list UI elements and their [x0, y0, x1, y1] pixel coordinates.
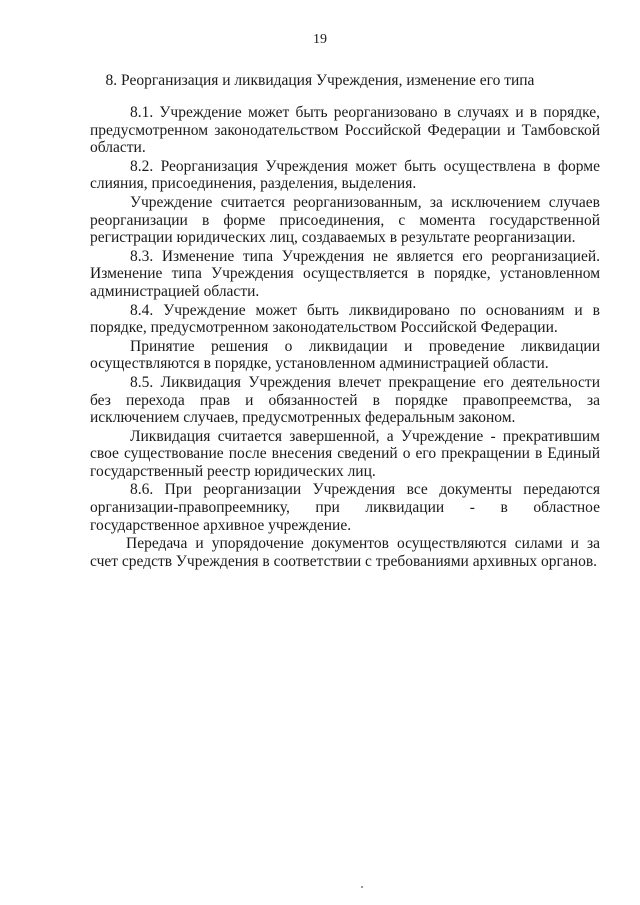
page-number: 19: [313, 32, 327, 47]
paragraph-8-1: 8.1. Учреждение может быть реорганизовано в случаях и в порядке, предусмотренном законодательством Российской Федерации и Тамбовской области.: [90, 104, 600, 157]
paragraph-8-4-liquidation-decision: Принятие решения о ликвидации и проведение ликвидации осуществляются в порядке, установленном администрацией области.: [90, 337, 600, 373]
paragraph-8-6-documents-transfer: Передача и упорядочение документов осуществляются силами и за счет средств Учреждения в соответствии с требованиями архивных органов.: [90, 535, 600, 570]
paragraph-8-6: 8.6. При реорганизации Учреждения все документы передаются организации-правопреемнику, при ликвидации - в областное государственное архивное учреждение.: [90, 481, 600, 534]
scan-dot: [361, 886, 363, 888]
section-title: 8. Реорганизация и ликвидация Учреждения, изменение его типа: [105, 72, 535, 89]
document-body: [90, 104, 600, 571]
paragraph-8-4: 8.4. Учреждение может быть ликвидировано по основаниям и в порядке, предусмотренном законодательством Российской Федерации.: [90, 301, 600, 337]
paragraph-8-5: 8.5. Ликвидация Учреждения влечет прекращение его деятельности без перехода прав и обязанностей в порядке правопреемства, за исключением случаев, предусмотренных федеральным законом.: [90, 373, 600, 427]
paragraph-8-5-liquidation-complete: Ликвидация считается завершенной, а Учреждение - прекратившим свое существование после внесения сведений о его прекращении в Единый государственный реестр юридических лиц.: [90, 427, 600, 480]
paragraph-8-2: 8.2. Реорганизация Учреждения может быть осуществлена в форме слияния, присоединения, разделения, выделения.: [90, 157, 600, 193]
paragraph-8-2-reorganization-moment: Учреждение считается реорганизованным, за исключением случаев реорганизации в форме присоединения, с момента государственной регистрации юридических лиц, создаваемых в результате реорганизации.: [90, 193, 600, 247]
paragraph-8-3: 8.3. Изменение типа Учреждения не является его реорганизацией. Изменение типа Учреждения осуществляется в порядке, установленном администрацией области.: [90, 247, 600, 300]
